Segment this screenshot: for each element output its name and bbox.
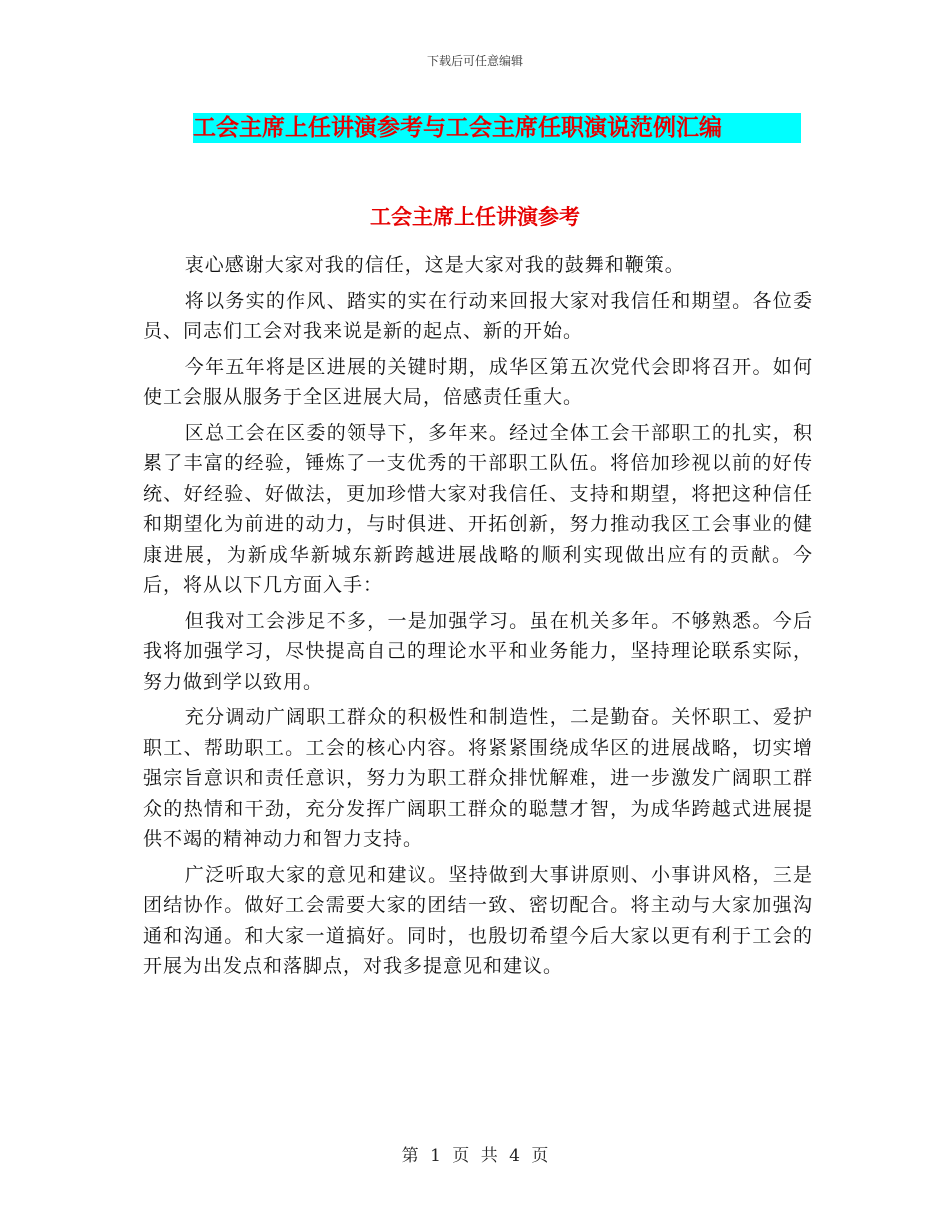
paragraph: 将以务实的作风、踏实的实在行动来回报大家对我信任和期望。各位委员、同志们工会对我来说是新的起点、新的开始。 [143,289,813,342]
paragraph: 区总工会在区委的领导下，多年来。经过全体工会干部职工的扎实，积累了丰富的经验，锤炼了一支优秀的干部职工队伍。将倍加珍视以前的好传统、好经验、好做法，更加珍惜大家对我信任、支持和期望，将把这种信任和期望化为前进的动力，与时俱进、开拓创新，努力推动我区工会事业的健康进展，为新成华新城东新跨越进展战略的顺利实现做出应有的贡献。今后，将从以下几方面入手： [143,421,813,596]
paragraph: 充分调动广阔职工群众的积极性和制造性，二是勤奋。关怀职工、爱护职工、帮助职工。工会的核心内容。将紧紧围绕成华区的进展战略，切实增强宗旨意识和责任意识，努力为职工群众排忧解难，进一步激发广阔职工群众的热情和干劲，充分发挥广阔职工群众的聪慧才智，为成华跨越式进展提供不竭的精神动力和智力支持。 [143,706,813,850]
paragraph: 衷心感谢大家对我的信任，这是大家对我的鼓舞和鞭策。 [184,254,685,276]
document-title-highlight [193,113,801,143]
document-title: 工会主席上任讲演参考与工会主席任职演说范例汇编 [193,114,722,141]
paragraph: 但我对工会涉足不多，一是加强学习。虽在机关多年。不够熟悉。今后我将加强学习，尽快提高自己的理论水平和业务能力，坚持理论联系实际，努力做到学以致用。 [143,609,813,693]
paragraph: 广泛听取大家的意见和建议。坚持做到大事讲原则、小事讲风格，三是团结协作。做好工会需要大家的团结一致、密切配合。将主动与大家加强沟通和沟通。和大家一道搞好。同时，也殷切希望今后大家以更有利于工会的开展为出发点和落脚点，对我多提意见和建议。 [143,863,813,977]
document-body [143,250,813,987]
page-number-footer: 第 1 页 共 4 页 [401,1146,549,1166]
section-title: 工会主席上任讲演参考 [370,204,580,229]
page-header-note: 下载后可任意编辑 [426,54,523,68]
paragraph: 今年五年将是区进展的关键时期，成华区第五次党代会即将召开。如何使工会服从服务于全区进展大局，倍感责任重大。 [143,355,813,408]
